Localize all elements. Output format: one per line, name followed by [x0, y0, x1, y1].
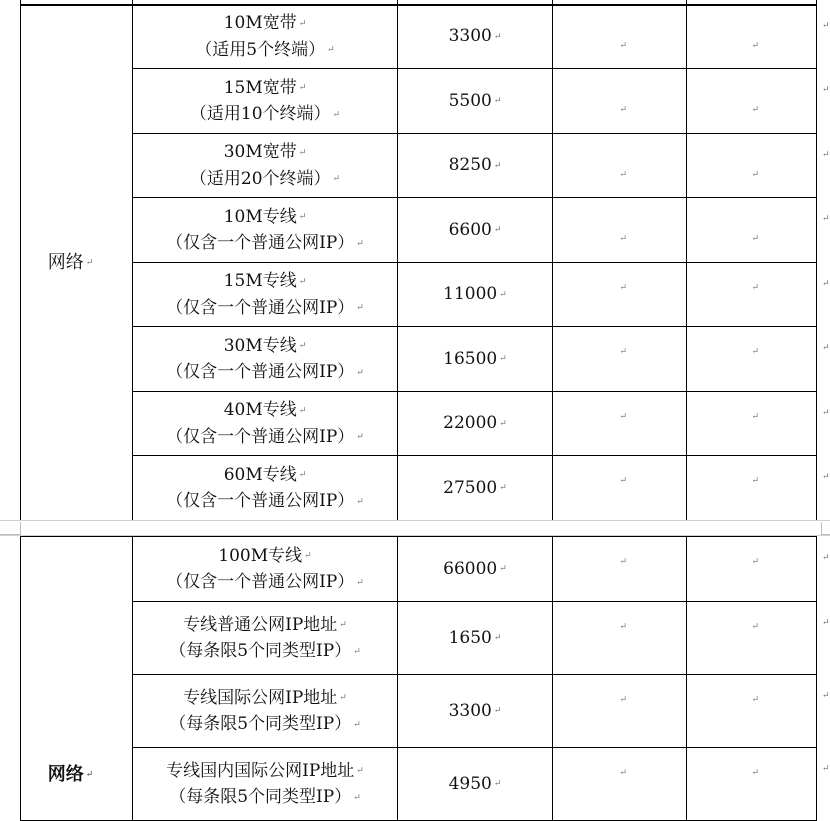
service-name-cell: [133, 537, 398, 602]
row-end-mark: ↵: [822, 618, 830, 628]
service-name-cell: [133, 602, 398, 675]
price-value: 6600: [448, 219, 492, 240]
paragraph-mark: ↵: [751, 234, 760, 244]
empty-cell: [553, 392, 687, 456]
pricing-table-page-1: [20, 4, 830, 521]
price-cell: [398, 748, 553, 821]
service-note: （适用20个终端）: [189, 168, 331, 189]
price-cell: [398, 263, 553, 327]
table-row: [21, 675, 817, 748]
paragraph-mark: ↵: [356, 303, 364, 313]
empty-cell: [553, 537, 687, 602]
paragraph-mark: ↵: [619, 622, 628, 632]
price-cell: [398, 69, 553, 134]
service-note: （适用5个终端）: [195, 39, 326, 60]
page-break: [0, 520, 830, 536]
service-note: （每条限5个同类型IP）: [169, 787, 352, 807]
paragraph-mark: ↵: [499, 418, 507, 429]
service-name: 专线普通公网IP地址: [183, 614, 338, 635]
service-note-line: [133, 488, 397, 515]
paragraph-mark: ↵: [298, 18, 307, 29]
row-end-mark: ↵: [822, 553, 830, 563]
empty-cell: [553, 263, 687, 327]
row-end-mark: ↵: [822, 85, 830, 95]
paragraph-mark: ↵: [619, 412, 628, 422]
table-row: [21, 327, 817, 392]
paragraph-mark: ↵: [619, 347, 628, 357]
paragraph-mark: ↵: [499, 289, 507, 300]
price-cell: [398, 392, 553, 456]
empty-cell: [687, 537, 830, 602]
paragraph-mark: ↵: [619, 695, 628, 705]
paragraph-mark: ↵: [493, 633, 502, 644]
service-name-cell: [133, 675, 398, 748]
paragraph-mark: ↵: [356, 432, 364, 442]
empty-cell: [687, 263, 830, 327]
service-note-line: [133, 101, 397, 128]
service-name-cell: [133, 69, 398, 134]
paragraph-mark: ↵: [751, 41, 760, 51]
empty-cell: [553, 675, 687, 748]
service-name-line: [133, 685, 397, 712]
service-name: 专线国内国际公网IP地址: [166, 760, 355, 781]
price-cell: [398, 198, 553, 263]
paragraph-mark: ↵: [356, 367, 364, 378]
price-value: 1650: [448, 627, 492, 648]
service-name: 10M宽带: [223, 13, 297, 33]
paragraph-mark: ↵: [356, 766, 364, 776]
service-name-line: [133, 333, 397, 360]
paragraph-mark: ↵: [751, 412, 760, 422]
paragraph-mark: ↵: [339, 693, 347, 703]
price-cell: [398, 5, 553, 69]
paragraph-mark: ↵: [356, 577, 364, 588]
service-name-cell: [133, 134, 398, 198]
paragraph-mark: ↵: [85, 257, 94, 268]
paragraph-mark: ↵: [339, 620, 347, 630]
paragraph-mark: ↵: [353, 646, 361, 657]
paragraph-mark: ↵: [298, 405, 307, 416]
price-cell: [398, 537, 553, 602]
paragraph-mark: ↵: [751, 347, 760, 357]
service-name: 30M专线: [223, 335, 297, 356]
service-name: 15M专线: [223, 271, 297, 291]
table-row: [21, 134, 817, 198]
empty-cell: [687, 675, 830, 748]
service-note-line: [133, 569, 397, 596]
service-name-cell: [133, 198, 398, 263]
price-cell: [398, 134, 553, 198]
price-cell: [398, 327, 553, 392]
paragraph-mark: ↵: [619, 41, 628, 51]
paragraph-mark: ↵: [493, 225, 502, 236]
price-value: 3300: [448, 700, 492, 721]
service-note: （每条限5个同类型IP）: [169, 714, 352, 734]
paragraph-mark: ↵: [298, 147, 307, 158]
empty-cell: [553, 5, 687, 69]
price-value: 16500: [443, 348, 498, 369]
empty-cell: [687, 748, 830, 821]
paragraph-mark: ↵: [493, 31, 502, 42]
paragraph-mark: ↵: [327, 45, 335, 55]
service-note-line: [133, 784, 397, 811]
service-name-line: [133, 543, 397, 570]
pricing-table-page-2: [20, 536, 830, 821]
service-note-line: [133, 166, 397, 193]
paragraph-mark: ↵: [499, 483, 507, 494]
row-end-mark: ↵: [822, 408, 830, 418]
empty-cell: [553, 198, 687, 263]
price-cell: [398, 456, 553, 521]
service-name-cell: [133, 5, 398, 69]
price-cell: [398, 675, 553, 748]
category-label: [48, 252, 94, 273]
service-note: （仅含一个普通公网IP）: [166, 297, 355, 318]
price-value: 3300: [448, 26, 492, 47]
service-name-line: [133, 204, 397, 231]
empty-cell: [687, 456, 830, 521]
category-cell: [21, 537, 133, 821]
paragraph-mark: ↵: [751, 622, 760, 632]
empty-cell: [553, 134, 687, 198]
table-row: [21, 263, 817, 327]
empty-cell: [553, 602, 687, 675]
paragraph-mark: ↵: [298, 276, 307, 287]
table-row: [21, 5, 817, 69]
service-note-line: [133, 295, 397, 322]
service-name-line: [133, 10, 397, 37]
paragraph-mark: ↵: [619, 768, 628, 778]
service-name-line: [133, 397, 397, 424]
row-end-mark: ↵: [822, 764, 830, 774]
category-text: 网络: [47, 764, 84, 785]
service-name: 60M专线: [223, 464, 297, 485]
row-end-mark: ↵: [822, 472, 830, 482]
paragraph-mark: ↵: [499, 564, 507, 575]
service-name-line: [133, 462, 397, 489]
paragraph-mark: ↵: [493, 160, 502, 171]
paragraph-mark: ↵: [493, 706, 502, 717]
service-note: （适用10个终端）: [189, 104, 331, 124]
service-name-line: [133, 139, 397, 166]
paragraph-mark: ↵: [751, 695, 760, 705]
service-name: 30M宽带: [223, 142, 297, 162]
service-note: （仅含一个普通公网IP）: [166, 491, 355, 511]
paragraph-mark: ↵: [619, 283, 628, 293]
paragraph-mark: ↵: [751, 476, 760, 486]
service-note: （仅含一个普通公网IP）: [166, 572, 355, 592]
paragraph-mark: ↵: [493, 96, 502, 107]
row-end-mark: ↵: [822, 21, 830, 31]
service-note-line: [133, 638, 397, 665]
price-value: 22000: [443, 413, 498, 434]
service-note-line: [133, 359, 397, 386]
table-row: [21, 602, 817, 675]
paragraph-mark: ↵: [298, 341, 307, 351]
empty-cell: [553, 748, 687, 821]
service-note: （仅含一个普通公网IP）: [166, 362, 355, 382]
service-note-line: [133, 230, 397, 257]
service-name: 100M专线: [218, 545, 303, 566]
paragraph-mark: ↵: [356, 238, 364, 249]
paragraph-mark: ↵: [332, 174, 341, 184]
service-note: （仅含一个普通公网IP）: [166, 426, 355, 447]
row-end-mark: ↵: [822, 279, 830, 289]
empty-cell: [687, 198, 830, 263]
paragraph-mark: ↵: [85, 770, 94, 780]
service-note-line: [133, 424, 397, 451]
service-name-cell: [133, 392, 398, 456]
paragraph-mark: ↵: [298, 83, 307, 93]
paragraph-mark: ↵: [298, 212, 307, 222]
service-name-line: [133, 612, 397, 639]
row-end-mark: ↵: [822, 150, 830, 160]
service-name: 15M宽带: [223, 77, 297, 98]
service-name: 40M专线: [223, 400, 297, 420]
paragraph-mark: ↵: [499, 354, 507, 365]
paragraph-mark: ↵: [751, 170, 760, 180]
service-note: （仅含一个普通公网IP）: [166, 233, 355, 253]
paragraph-mark: ↵: [751, 557, 760, 567]
empty-cell: [687, 5, 830, 69]
paragraph-mark: ↵: [353, 792, 361, 803]
service-name-cell: [133, 263, 398, 327]
category-cell: [21, 5, 133, 521]
service-note-line: [133, 711, 397, 738]
service-name: 10M专线: [223, 206, 297, 227]
paragraph-mark: ↵: [619, 170, 628, 180]
service-name-line: [133, 268, 397, 295]
paragraph-mark: ↵: [619, 234, 628, 244]
service-name: 专线国际公网IP地址: [183, 687, 338, 708]
table-row: [21, 69, 817, 134]
service-name-cell: [133, 327, 398, 392]
paragraph-mark: ↵: [619, 557, 628, 567]
paragraph-mark: ↵: [619, 105, 628, 115]
table-row: [21, 748, 817, 821]
paragraph-mark: ↵: [493, 779, 502, 790]
empty-cell: [687, 602, 830, 675]
paragraph-mark: ↵: [751, 105, 760, 115]
paragraph-mark: ↵: [353, 719, 361, 730]
service-note-line: [133, 37, 397, 64]
price-value: 66000: [443, 558, 498, 579]
empty-cell: [687, 134, 830, 198]
empty-cell: [553, 456, 687, 521]
paragraph-mark: ↵: [304, 551, 312, 561]
empty-cell: [553, 327, 687, 392]
price-value: 8250: [448, 155, 492, 176]
paragraph-mark: ↵: [298, 470, 307, 480]
price-value: 27500: [443, 477, 498, 498]
price-cell: [398, 602, 553, 675]
table-row: [21, 198, 817, 263]
table-row: [21, 537, 817, 602]
paragraph-mark: ↵: [751, 768, 760, 778]
service-name-line: [133, 75, 397, 102]
price-value: 5500: [448, 90, 492, 111]
price-value: 4950: [448, 773, 492, 794]
row-end-mark: ↵: [822, 214, 830, 224]
service-name-line: [133, 758, 397, 785]
empty-cell: [687, 69, 830, 134]
price-value: 11000: [443, 284, 498, 305]
empty-cell: [687, 327, 830, 392]
service-note: （每条限5个同类型IP）: [169, 641, 352, 661]
row-end-mark: ↵: [822, 691, 830, 701]
category-text: 网络: [47, 251, 84, 273]
service-name-cell: [133, 456, 398, 521]
paragraph-mark: ↵: [332, 109, 341, 120]
row-end-mark: ↵: [822, 343, 830, 353]
table-row: [21, 392, 817, 456]
category-label: [48, 762, 94, 788]
table-row: [21, 456, 817, 521]
service-name-cell: [133, 748, 398, 821]
empty-cell: [553, 69, 687, 134]
empty-cell: [687, 392, 830, 456]
paragraph-mark: ↵: [751, 283, 760, 293]
paragraph-mark: ↵: [356, 496, 364, 507]
paragraph-mark: ↵: [619, 476, 628, 486]
